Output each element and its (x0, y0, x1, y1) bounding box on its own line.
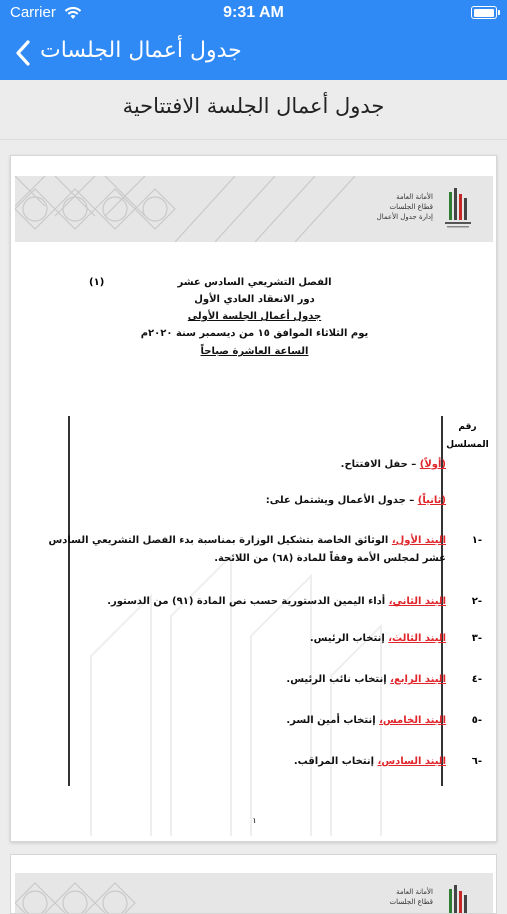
header-line: الساعة العاشرة صباحاً (200, 346, 309, 357)
item-number: -٦ (471, 756, 482, 767)
item-text: إنتخاب نائب الرئيس. (286, 674, 391, 685)
item-label: البند السادس، (377, 756, 446, 767)
status-bar (0, 0, 507, 26)
table-divider (68, 416, 70, 786)
item-text: – جدول الأعمال ويشتمل على: (265, 495, 418, 506)
item-label: البند الثاني، (388, 596, 446, 607)
list-item (294, 756, 446, 767)
page-number: ١ (252, 816, 257, 825)
list-item (286, 674, 446, 685)
battery-icon (471, 6, 497, 19)
item-number: -١ (471, 535, 482, 546)
logo-icon (443, 883, 473, 914)
org-line: الأمانة العامة (396, 193, 433, 201)
item-label: (ثانياً) (417, 495, 446, 506)
document-banner (15, 176, 493, 242)
list-item-continued: عشر لمجلس الأمة وفقاً للمادة (٦٨) من اللائحة. (214, 553, 446, 564)
serial-header: رقم المسلسل (446, 422, 489, 450)
org-line: قطاع الجلسات (389, 203, 433, 211)
nav-title[interactable]: جدول أعمال الجلسات (40, 38, 242, 63)
list-item (48, 535, 446, 546)
item-text: – حفل الافتتاح. (340, 459, 420, 470)
list-item (310, 633, 446, 644)
item-label: البند الأول، (391, 535, 446, 546)
document-banner (15, 873, 493, 914)
item-label: (أولاً) (419, 459, 446, 470)
watermark-decoration (71, 536, 401, 836)
document-page[interactable] (10, 155, 497, 842)
org-line: قطاع الجلسات (389, 898, 433, 906)
item-text: الوثائق الخاصة بتشكيل الوزارة بمناسبة بدء الفصل التشريعي السادس (48, 535, 392, 546)
chevron-left-icon[interactable] (12, 38, 34, 68)
document-page[interactable] (10, 854, 497, 914)
item-number: -٤ (471, 674, 482, 685)
item-number: -٥ (471, 715, 482, 726)
carrier-label: Carrier (10, 4, 56, 21)
section-header (0, 80, 507, 140)
clock: 9:31 AM (223, 4, 284, 21)
list-item (286, 715, 446, 726)
list-item (341, 459, 446, 470)
item-number: -٣ (471, 633, 482, 644)
list-item (266, 495, 446, 506)
header-line: جدول أعمال الجلسة الأولى (187, 311, 322, 322)
item-label: البند الثالث، (388, 633, 446, 644)
org-line: إدارة جدول الأعمال (376, 213, 433, 221)
header-line: يوم الثلاثاء الموافق ١٥ من ديسمبر سنة ٢٠٢٠م (140, 328, 369, 339)
item-text: إنتخاب أمين السر. (286, 715, 380, 726)
organization-lines (377, 192, 433, 222)
org-line: الأمانة العامة (396, 888, 433, 896)
header-line: دور الانعقاد العادي الأول (194, 294, 315, 305)
list-item (107, 596, 446, 607)
item-number: -٢ (471, 596, 482, 607)
section-title: جدول أعمال الجلسة الافتتاحية (122, 94, 385, 118)
agenda-number: (١) (89, 277, 105, 288)
organization-lines (389, 887, 433, 907)
item-label: البند الخامس، (379, 715, 446, 726)
logo-icon (443, 186, 473, 236)
item-text: أداء اليمين الدستورية حسب نص المادة (٩١) من الدستور. (107, 596, 389, 607)
header-line: الفصل التشريعي السادس عشر (177, 277, 332, 288)
item-text: إنتخاب الرئيس. (309, 633, 389, 644)
item-label: البند الرابع، (390, 674, 446, 685)
item-text: إنتخاب المراقب. (293, 756, 378, 767)
nav-bar (0, 26, 507, 80)
